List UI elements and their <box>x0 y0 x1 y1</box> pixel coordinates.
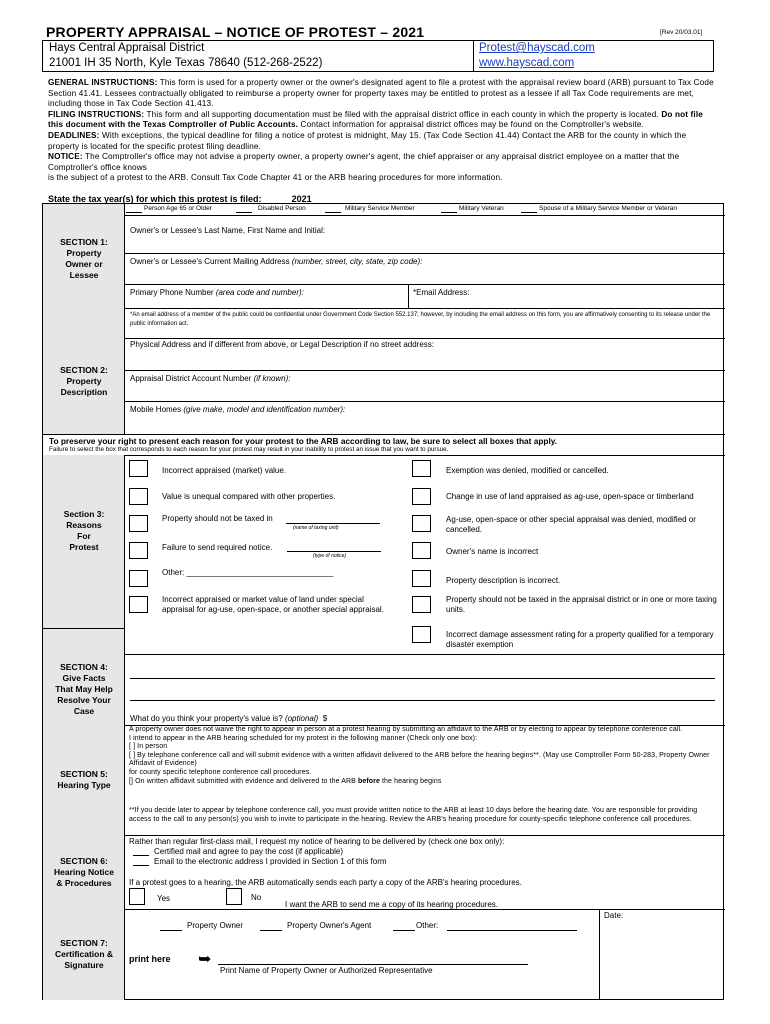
signer-agent[interactable]: Property Owner's Agent <box>287 921 372 930</box>
page-title: PROPERTY APPRAISAL – NOTICE OF PROTEST – 2021 <box>46 24 425 40</box>
filing-text: This form and all supporting documentation must be filed with the appraisal district office in each county in which the property is located. <box>144 109 662 119</box>
other-line[interactable] <box>447 930 577 931</box>
preserve-subheading: Failure to select the box that corresponds to each reason for your protest may result in your inability to protest an issue that you want to pursue. <box>49 446 449 453</box>
owner-blank[interactable] <box>160 930 182 931</box>
signer-other[interactable]: Other: <box>416 921 439 930</box>
reason-checkbox-damage[interactable] <box>412 626 431 643</box>
reason-checkbox-notice[interactable] <box>129 542 148 559</box>
other-blank[interactable] <box>393 930 415 931</box>
section3-sidebar <box>43 455 125 654</box>
section6-title: SECTION 6: Hearing Notice & Procedures <box>54 856 114 888</box>
facts-line-2[interactable] <box>130 700 715 701</box>
telephone-note: **If you decide later to appear by telephone conference call, you must provide written notice to the ARB at least 10 days before the hearing date. You are responsible for providing access to the call to any person(s) you wish to invite to participate in the hearing. Review the ARB's hearing procedure for county-specific telephone conference call procedures. <box>129 807 698 823</box>
reason-checkbox-other[interactable] <box>129 570 148 587</box>
procedures-yes-label: Yes <box>157 894 171 903</box>
section1-title: SECTION 1: Property Owner or Lessee <box>60 237 108 280</box>
section7-title: SECTION 7: Certification & Signature <box>54 938 114 970</box>
mailing-address-field[interactable] <box>130 257 422 266</box>
status-disabled[interactable]: Disabled Person <box>258 205 306 212</box>
value-question: What do you think your property's value is? <box>130 714 285 723</box>
mobile-hint: (give make, model and identification number): <box>183 405 346 414</box>
right-arrow-icon: ➥ <box>198 951 212 968</box>
reason-owner-name: Owner's name is incorrect <box>446 547 539 556</box>
notice-delivery-intro: Rather than regular first-class mail, I request my notice of hearing to be delivered by (check one box only): <box>129 837 505 846</box>
reason-checkbox-land-special[interactable] <box>129 596 148 613</box>
dollar-sign: $ <box>322 714 328 723</box>
taxing-unit-hint: (name of taxing unit) <box>293 525 339 531</box>
tax-year-value[interactable]: 2021 <box>291 194 312 204</box>
certified-mail-option[interactable]: Certified mail and agree to pay the cost (if applicable) <box>154 847 343 856</box>
reason-market-value: Incorrect appraised (market) value. <box>162 466 287 475</box>
general-label: GENERAL INSTRUCTIONS: <box>48 78 158 87</box>
procedures-no-label: No <box>251 893 262 902</box>
district-name: Hays Central Appraisal District <box>49 42 205 54</box>
mailing-address-hint: (number, street, city, state, zip code): <box>291 257 423 266</box>
mobile-label: Mobile Homes <box>130 405 184 414</box>
phone-hint: (area code and number): <box>215 288 304 297</box>
reason-land-special: Incorrect appraised or market value of land under special appraisal for ag-use, open-space, or another special appraisal. <box>162 595 384 614</box>
reason-not-taxed-district: Property should not be taxed in the appraisal district or in one or more taxing units. <box>446 595 717 614</box>
procedures-text: If a protest goes to a hearing, the ARB automatically sends each party a copy of the ARB's hearing procedures. <box>129 878 522 887</box>
revision-label: [Rev 20/03.01] <box>660 29 703 36</box>
email-delivery-blank[interactable] <box>133 865 149 866</box>
instructions <box>48 78 718 184</box>
section4-title: SECTION 4: Give Facts That May Help Resolve Your Case <box>55 662 113 716</box>
notice-text2: is the subject of a protest to the ARB. Consult Tax Code Chapter 41 or the ARB hearing procedures for more information. <box>48 173 503 183</box>
tax-year-label: State the tax year(s) for which this protest is filed: <box>48 194 262 204</box>
print-name-line[interactable] <box>218 964 528 965</box>
owner-name-field[interactable]: Owner's or Lessee's Last Name, First Name and Initial: <box>130 226 326 235</box>
want-copy-text: I want the ARB to send me a copy of its hearing procedures. <box>285 900 499 909</box>
hearing-option-affidavit[interactable]: [] On written affidavit submitted with evidence and delivered to the ARB before the hearing begins <box>129 777 442 785</box>
property-value-field[interactable] <box>130 714 327 723</box>
phone-label: Primary Phone Number <box>130 288 216 297</box>
website-link[interactable]: www.hayscad.com <box>479 57 575 69</box>
print-name-caption: Print Name of Property Owner or Authorized Representative <box>220 966 433 975</box>
reason-exemption: Exemption was denied, modified or cancelled. <box>446 466 609 475</box>
email-delivery-option[interactable]: Email to the electronic address I provided in Section 1 of this form <box>154 857 387 866</box>
hearing-option-in-person[interactable]: [ ] In person <box>129 743 168 751</box>
signer-property-owner[interactable]: Property Owner <box>187 921 244 930</box>
preserve-heading: To preserve your right to present each reason for your protest to the ARB according to law, be sure to select all boxes that apply. <box>49 436 558 446</box>
agent-blank[interactable] <box>260 930 282 931</box>
account-label: Appraisal District Account Number <box>130 374 254 383</box>
print-here-label: print here <box>129 954 171 964</box>
reason-checkbox-exemption[interactable] <box>412 460 431 477</box>
hearing-intend-text: I intend to appear in the ARB hearing scheduled for my protest in the following manner (Check only one box): <box>129 734 478 742</box>
facts-line-1[interactable] <box>130 678 715 679</box>
status-age65[interactable]: Person Age 65 or Older <box>144 205 212 212</box>
physical-address-field[interactable]: Physical Address and if different from above, or Legal Description if no street address: <box>130 340 435 349</box>
status-military-member[interactable]: Military Service Member <box>345 205 415 212</box>
date-field[interactable]: Date: <box>604 911 624 920</box>
hearing-type-text <box>129 726 719 786</box>
reason-ag-use: Ag-use, open-space or other special appraisal was denied, modified or cancelled. <box>446 515 696 534</box>
section2-title: SECTION 2: Property Description <box>60 365 108 397</box>
procedures-no-checkbox[interactable] <box>226 888 242 905</box>
reason-checkbox-change-use[interactable] <box>412 488 431 505</box>
reason-description: Property description is incorrect. <box>446 576 561 585</box>
reason-damage: Incorrect damage assessment rating for a property qualified for a temporary disaster exemption <box>446 630 714 649</box>
section5-title: SECTION 5: Hearing Type <box>57 769 111 790</box>
reason-checkbox-not-taxed[interactable] <box>129 515 148 532</box>
reason-checkbox-market-value[interactable] <box>129 460 148 477</box>
divider <box>473 41 474 71</box>
filing-text2: Contact information for appraisal district offices may be found on the Comptroller's website. <box>298 120 645 130</box>
filing-bold: Do not file this document with the Texas Comptroller of Public Accounts. <box>48 109 703 130</box>
account-number-field[interactable] <box>130 374 291 383</box>
notice-text: The Comptroller's office may not advise a property owner, a property owner's agent, the chief appraiser or any appraisal district employee on a matter that the Comptroller's office knows <box>48 152 680 172</box>
mailing-address-label: Owner's or Lessee's Current Mailing Address <box>130 257 292 266</box>
reason-checkbox-not-taxed-district[interactable] <box>412 596 431 613</box>
section3-title: Section 3: Reasons For Protest <box>63 509 105 552</box>
email-link[interactable]: Protest@hayscad.com <box>479 42 595 54</box>
hearing-option-telephone[interactable]: [ ] By telephone conference call and will submit evidence with a written affidavit delivered to the ARB before the hearing begins**. (May use Comptroller Form 50-283, Property Owner Affidavit of Evidence) <box>129 751 710 768</box>
reason-notice: Failure to send required notice. <box>162 543 273 552</box>
protest-form <box>42 203 724 1000</box>
phone-field[interactable] <box>130 288 304 297</box>
reason-unequal: Value is unequal compared with other properties. <box>162 492 336 501</box>
deadlines-label: DEADLINES: <box>48 130 100 140</box>
notice-type-hint: (type of notice) <box>313 553 347 559</box>
account-hint: (if known): <box>253 374 291 383</box>
reason-not-taxed: Property should not be taxed in <box>162 514 273 523</box>
district-header <box>42 40 714 72</box>
reason-change-use: Change in use of land appraised as ag-use, open-space or timberland <box>446 492 694 501</box>
email-confidentiality-note: *An email address of a member of the public could be confidential under Government Code Section 552.137; however, by including the email address on this form, you are affirmatively consenting to its release under the public information act. <box>130 312 711 327</box>
hearing-county-procedures: for county specific telephone conference call procedures. <box>129 768 312 776</box>
reason-checkbox-owner-name[interactable] <box>412 542 431 559</box>
hearing-waive-text: A property owner does not waive the right to appear in person at a protest hearing by submitting an affidavit to the ARB or by electing to appear by telephone conference call. <box>129 726 683 733</box>
procedures-yes-checkbox[interactable] <box>129 888 145 905</box>
reason-checkbox-description[interactable] <box>412 570 431 587</box>
email-field[interactable]: *Email Address: <box>413 288 470 297</box>
status-veteran[interactable]: Military Veteran <box>459 205 504 212</box>
reason-other: Other: _________________________________ <box>162 568 334 577</box>
general-text: This form is used for a property owner or the owner's designated agent to file a protest with the appraisal review board (ARB) pursuant to Tax Code Section 41.41. Lessees contractually obligated to reimburse a property owner for property taxes may be entitled to protest as a lessee if all Tax Code requirements are met, including those in Tax Code Section 41.413. <box>48 78 714 109</box>
deadlines-text: With exceptions, the typical deadline for filing a notice of protest is midnight, May 15. (Tax Code Section 41.44) Contact the ARB for the county in which the property is located for the specific protest filing deadline. <box>48 130 687 151</box>
reason-checkbox-unequal[interactable] <box>129 488 148 505</box>
certified-mail-blank[interactable] <box>133 855 149 856</box>
filing-label: FILING INSTRUCTIONS: <box>48 109 145 119</box>
value-hint: (optional) <box>284 714 319 723</box>
mobile-home-field[interactable] <box>130 405 345 414</box>
district-address: 21001 IH 35 North, Kyle Texas 78640 (512-268-2522) <box>49 57 323 69</box>
notice-label: NOTICE: <box>48 152 83 162</box>
reason-checkbox-ag-use[interactable] <box>412 515 431 532</box>
status-military-spouse[interactable]: Spouse of a Military Service Member or Veteran <box>539 205 678 212</box>
